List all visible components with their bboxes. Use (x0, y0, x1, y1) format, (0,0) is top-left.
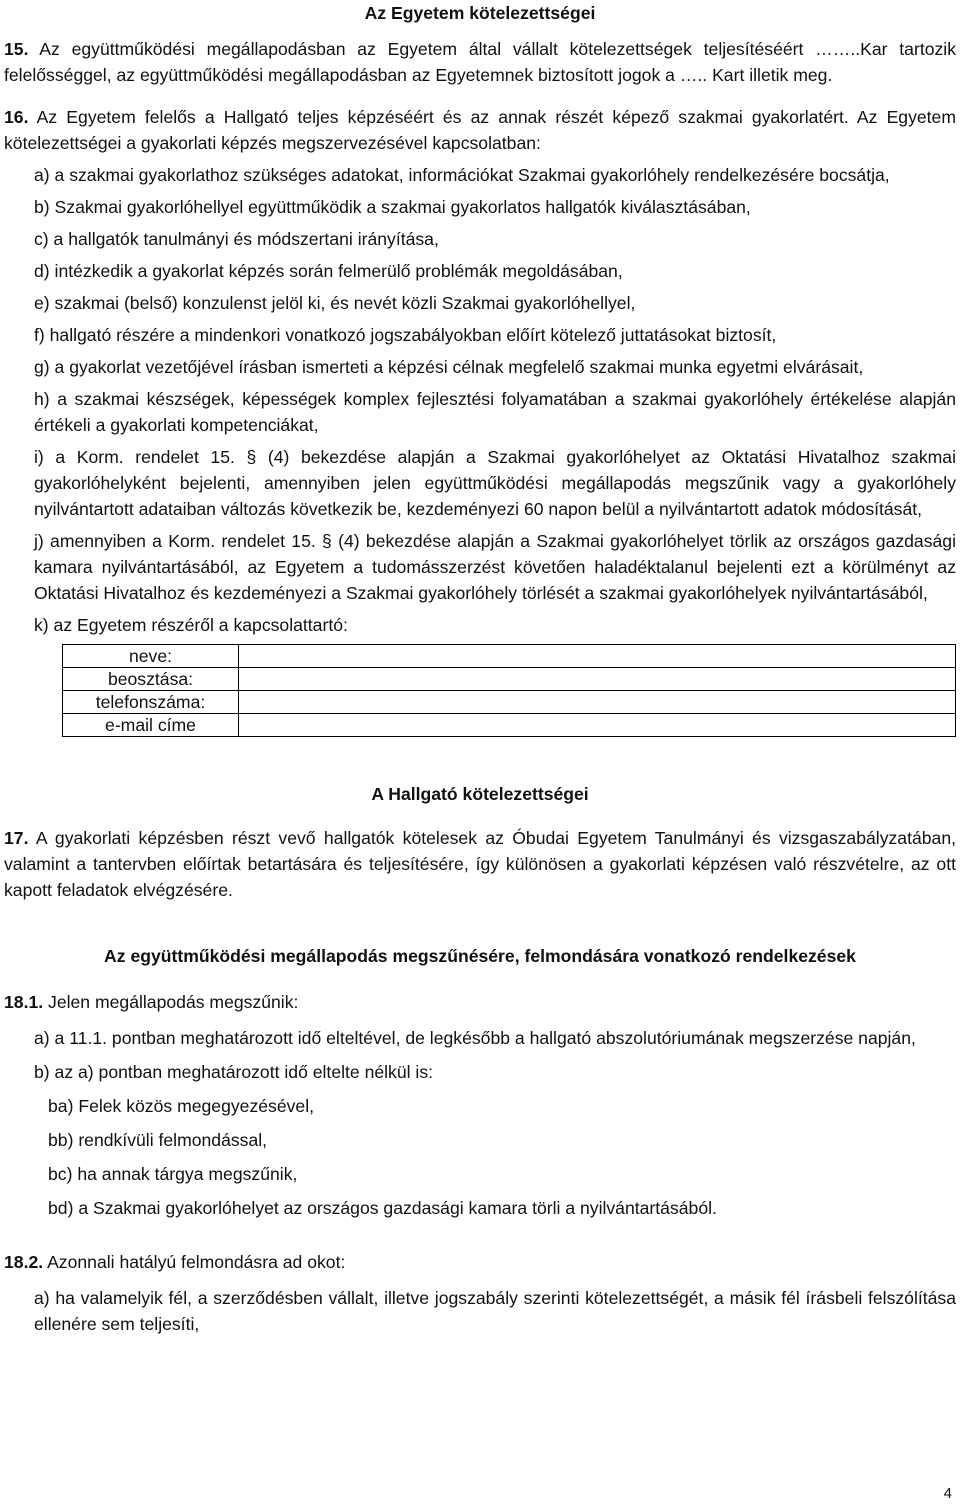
page-number: 4 (943, 1485, 952, 1502)
contact-value-name[interactable] (239, 645, 956, 668)
list-item-18-1bc: bc) ha annak tárgya megszűnik, (48, 1164, 298, 1184)
paragraph-18-1-text: Jelen megállapodás megszűnik: (48, 992, 299, 1012)
list-item-16k: k) az Egyetem részéről a kapcsolattartó: (34, 615, 348, 635)
table-row (63, 645, 956, 668)
list-18-1 (4, 1025, 956, 1085)
paragraph-18-1-number: 18.1. (4, 992, 44, 1012)
contact-table (62, 644, 956, 737)
paragraph-16-number: 16. (4, 107, 29, 127)
contact-label-phone: telefonszáma: (63, 691, 239, 714)
list-18-2 (4, 1285, 956, 1337)
list-item-16i: i) a Korm. rendelet 15. § (4) bekezdése alapján a Szakmai gyakorlóhelyet az Oktatási Hivatalhoz szakmai gyakorlóhelyként bejelenti, amennyiben jelen együttműködési megállapodás megszűnik vagy a gyakorlóhely nyilvántartott adataiban változás következik be, kezdeményezi 60 napon belül a nyilvántartott adatok módosítását, (34, 447, 956, 519)
contact-value-position[interactable] (239, 668, 956, 691)
list-item-16g: g) a gyakorlat vezetőjével írásban ismerteti a képzési célnak megfelelő szakmai munka egyetmi elvárásait, (34, 357, 864, 377)
heading-termination: Az együttműködési megállapodás megszűnésére, felmondására vonatkozó rendelkezések (104, 946, 856, 966)
table-row (63, 691, 956, 714)
list-item-16d: d) intézkedik a gyakorlat képzés során felmerülő problémák megoldásában, (34, 261, 623, 281)
paragraph-17 (4, 825, 956, 903)
list-item-18-1b: b) az a) pontban meghatározott idő eltelte nélkül is: (34, 1062, 434, 1082)
list-item-18-1bb: bb) rendkívüli felmondással, (48, 1130, 268, 1150)
list-item-18-2a: a) ha valamelyik fél, a szerződésben vállalt, illetve jogszabály szerinti kötelezettségét, a másik fél írásbeli felszólítása ellenére sem teljesíti, (34, 1288, 956, 1334)
paragraph-16-text: Az Egyetem felelős a Hallgató teljes képzéséért és az annak részét képező szakmai gyakorlatért. Az Egyetem kötelezettségei a gyakorlati képzés megszervezésével kapcsolatban: (4, 107, 956, 153)
contact-value-phone[interactable] (239, 691, 956, 714)
list-item-16b: b) Szakmai gyakorlóhellyel együttműködik a szakmai gyakorlatos hallgatók kiválasztásában, (34, 197, 751, 217)
heading-student-obligations: A Hallgató kötelezettségei (371, 784, 589, 804)
table-row (63, 714, 956, 737)
contact-value-email[interactable] (239, 714, 956, 737)
list-item-18-1ba: ba) Felek közös megegyezésével, (48, 1096, 314, 1116)
paragraph-15-number: 15. (4, 39, 29, 59)
paragraph-17-number: 17. (4, 828, 29, 848)
list-item-18-1bd: bd) a Szakmai gyakorlóhelyet az országos gazdasági kamara törli a nyilvántartásából. (48, 1198, 717, 1218)
list-item-16e: e) szakmai (belső) konzulenst jelöl ki, és nevét közli Szakmai gyakorlóhellyel, (34, 293, 636, 313)
list-16 (4, 162, 956, 638)
contact-label-email: e-mail címe (63, 714, 239, 737)
paragraph-17-text: A gyakorlati képzésben részt vevő hallgatók kötelesek az Óbudai Egyetem Tanulmányi és vizsgaszabályzatában, valamint a tantervben előírtak betartására és teljesítésére, így különösen a gyakorlati képzésen való részvételre, az ott kapott feladatok elvégzésére. (4, 828, 956, 900)
list-item-16a: a) a szakmai gyakorlathoz szükséges adatokat, információkat Szakmai gyakorlóhely rendelkezésére bocsátja, (34, 165, 890, 185)
list-item-16c: c) a hallgatók tanulmányi és módszertani irányítása, (34, 229, 439, 249)
paragraph-16 (4, 104, 956, 156)
paragraph-18-2-number: 18.2. (4, 1252, 44, 1272)
list-item-16j: j) amennyiben a Korm. rendelet 15. § (4) bekezdése alapján a Szakmai gyakorlóhelyet törlik az országos gazdasági kamara nyilvántartásából, az Egyetem a tudomásszerzést követően haladéktalanul bejelenti ezt a körülményt az Oktatási Hivatalhoz és kezdeményezi a Szakmai gyakorlóhely törlését a szakmai gyakorlóhelyek nyilvántartásából, (34, 531, 956, 603)
paragraph-18-1 (4, 989, 956, 1015)
table-row (63, 668, 956, 691)
list-18-1b-sub (4, 1093, 956, 1221)
document-page (4, 0, 956, 1337)
heading-university-obligations: Az Egyetem kötelezettségei (364, 3, 596, 23)
list-item-16h: h) a szakmai készségek, képességek komplex fejlesztési folyamatában a szakmai gyakorlóhely értékelése alapján értékeli a gyakorlati kompetenciákat, (34, 389, 956, 435)
paragraph-15-text: Az együttműködési megállapodásban az Egyetem által vállalt kötelezettségek teljesítéséért ……..Kar tartozik felelősséggel, az együttműködési megállapodásban az Egyetemnek biztosított jogok a ….. Kart illetik meg. (4, 39, 957, 85)
paragraph-18-2 (4, 1249, 956, 1275)
paragraph-18-2-text: Azonnali hatályú felmondásra ad okot: (47, 1252, 346, 1272)
list-item-18-1a: a) a 11.1. pontban meghatározott idő elteltével, de legkésőbb a hallgató abszolutóriumának megszerzése napján, (34, 1028, 916, 1048)
list-item-16f: f) hallgató részére a mindenkori vonatkozó jogszabályokban előírt kötelező juttatásokat biztosít, (34, 325, 777, 345)
paragraph-15 (4, 36, 956, 88)
contact-label-name: neve: (63, 645, 239, 668)
contact-label-position: beosztása: (63, 668, 239, 691)
